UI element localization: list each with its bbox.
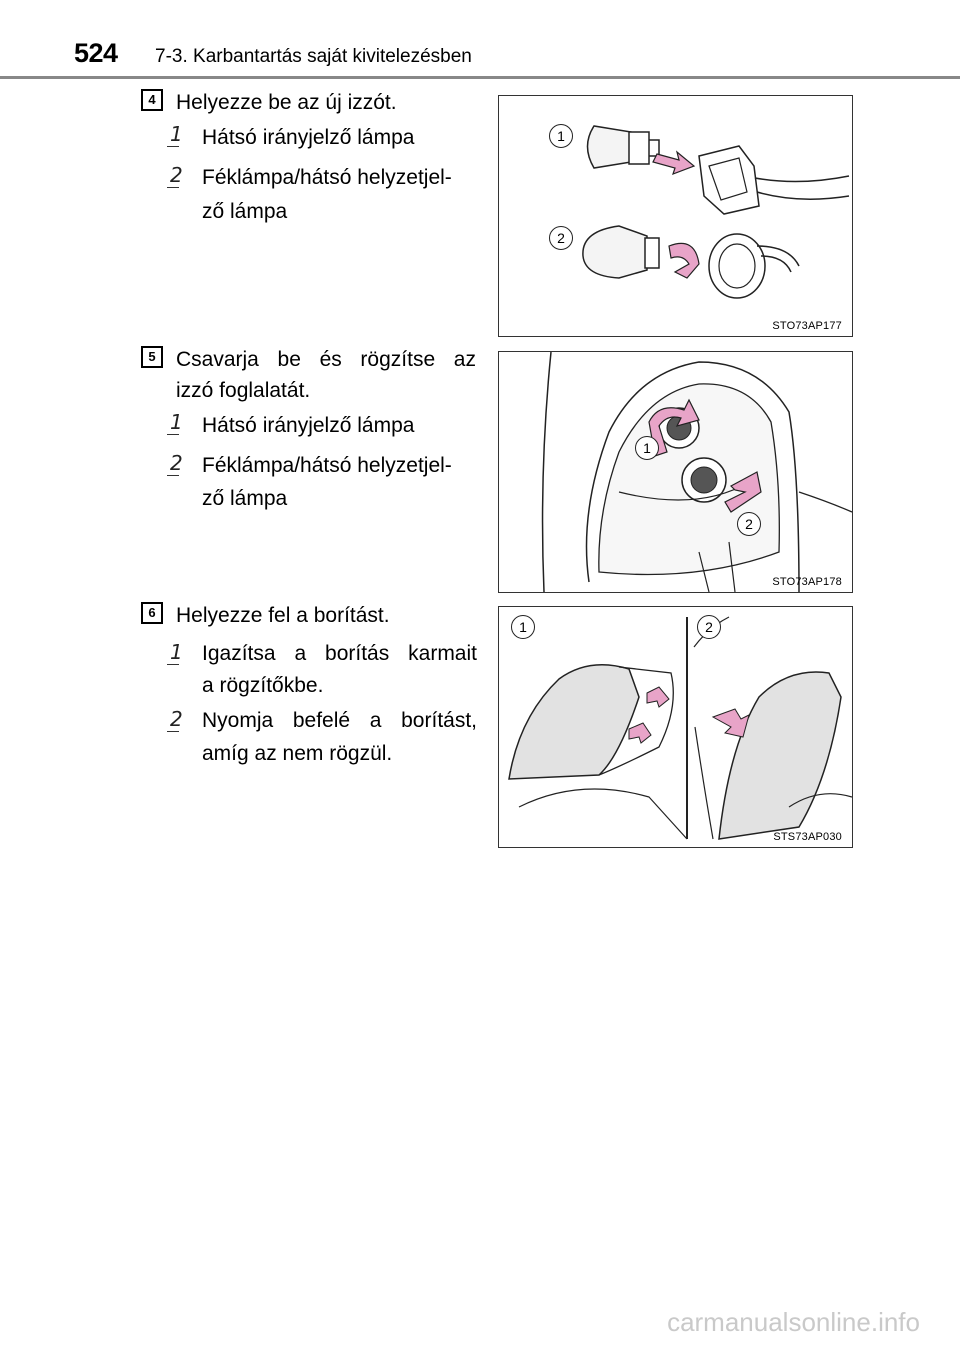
figure-socket-twist — [498, 351, 853, 593]
figure-4-callout-2: 2 — [549, 226, 573, 250]
figure-5-code: STO73AP178 — [772, 576, 842, 588]
step-4-item-1-number: 1 — [170, 122, 183, 146]
figure-6-code: STS73AP030 — [773, 831, 842, 843]
socket-twist-illustration — [499, 352, 852, 592]
step-5-text-line-2: izzó foglalatát. — [176, 379, 311, 402]
step-4-item-2-number: 2 — [170, 163, 183, 187]
figure-6-callout-2: 2 — [697, 615, 721, 639]
step-6-badge: 6 — [141, 602, 163, 624]
figure-bulb-insert — [498, 95, 853, 337]
step-5-badge: 5 — [141, 346, 163, 368]
figure-4-code: STO73AP177 — [772, 320, 842, 332]
step-6-item-2-line-2: amíg az nem rögzül. — [202, 742, 393, 765]
step-4-item-2-line-2: ző lámpa — [202, 200, 288, 223]
section-title: 7-3. Karbantartás saját kivitelezésben — [155, 46, 472, 67]
step-4-item-2-line-1: Féklámpa/hátsó helyzetjel- — [202, 166, 452, 189]
step-4-item-1-text: Hátsó irányjelző lámpa — [202, 126, 415, 149]
header-rule — [0, 76, 960, 79]
figure-5-callout-2: 2 — [737, 512, 761, 536]
step-6-item-1-line-1: Igazítsa a borítás karmait — [202, 642, 477, 665]
watermark-text[interactable]: carmanualsonline.info — [667, 1307, 920, 1337]
cover-install-illustration — [499, 607, 852, 847]
step-6-item-2-line-1: Nyomja befelé a borítást, — [202, 709, 477, 732]
figure-cover-install — [498, 606, 853, 848]
step-6-text: Helyezze fel a borítást. — [176, 604, 390, 627]
step-4-badge: 4 — [141, 89, 163, 111]
page-number: 524 — [74, 38, 118, 68]
figure-4-callout-1: 1 — [549, 124, 573, 148]
step-5-item-2-line-2: ző lámpa — [202, 487, 288, 510]
step-6-item-2-number: 2 — [170, 707, 183, 731]
step-5-item-2-line-1: Féklámpa/hátsó helyzetjel- — [202, 454, 452, 477]
step-4-text: Helyezze be az új izzót. — [176, 91, 397, 114]
page-header — [0, 0, 960, 80]
step-5-item-1-text: Hátsó irányjelző lámpa — [202, 414, 415, 437]
figure-5-callout-1: 1 — [635, 436, 659, 460]
figure-6-callout-1: 1 — [511, 615, 535, 639]
step-5-text-line-1: Csavarja be és rögzítse az — [176, 348, 476, 371]
step-6-item-1-line-2: a rögzítőkbe. — [202, 674, 324, 697]
step-5-item-2-number: 2 — [170, 451, 183, 475]
step-5-item-1-number: 1 — [170, 410, 183, 434]
step-6-item-1-number: 1 — [170, 640, 183, 664]
